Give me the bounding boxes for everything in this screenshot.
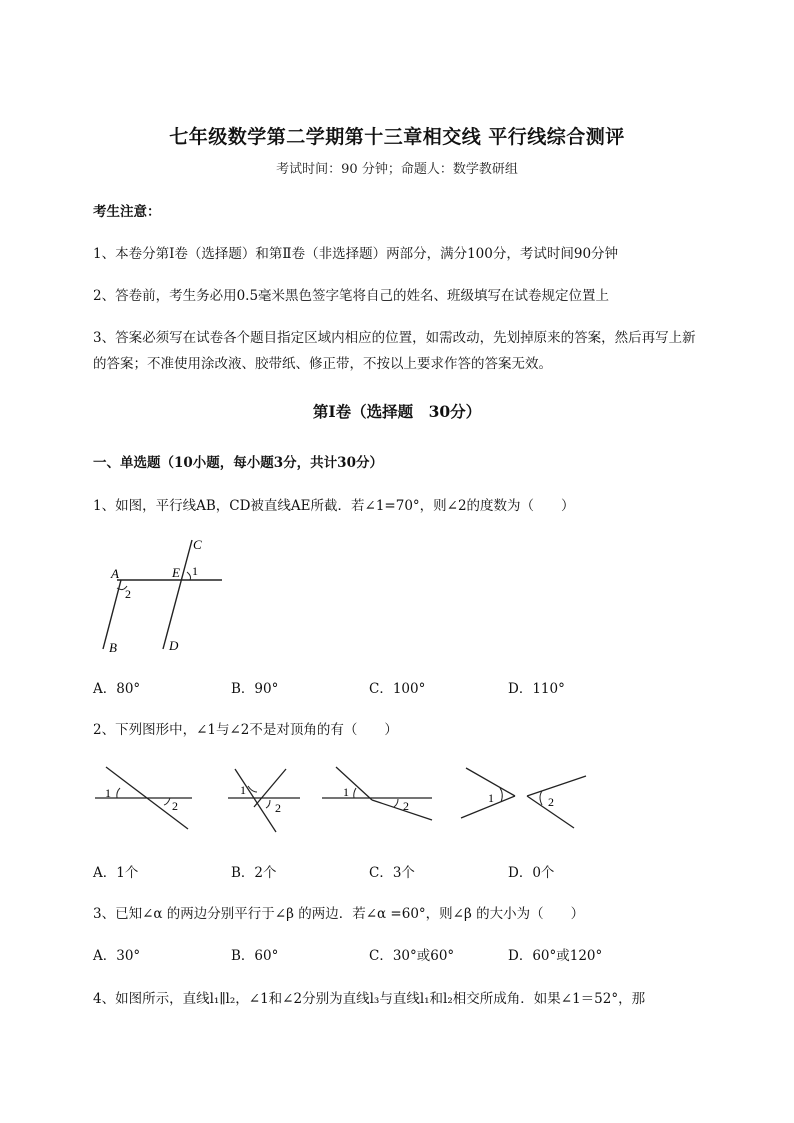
- question-2-figure-4: [461, 768, 586, 828]
- notice-item-2: 2、答卷前，考生务必用0.5毫米黑色签字笔将自己的姓名、班级填写在试卷规定位置上: [93, 288, 610, 304]
- question-2-option-d[interactable]: D．0个: [508, 865, 555, 881]
- question-1-figure: [95, 532, 235, 657]
- notice-item-1: 1、本卷分第Ⅰ卷（选择题）和第Ⅱ卷（非选择题）两部分，满分100分，考试时间90分钟: [93, 246, 619, 262]
- label-b: B: [109, 640, 117, 655]
- question-2-figure-1: [95, 767, 192, 829]
- svg-text:2: 2: [275, 801, 281, 815]
- label-e: E: [172, 565, 180, 580]
- question-3-option-a[interactable]: A．30°: [93, 948, 141, 964]
- svg-text:1: 1: [105, 786, 111, 800]
- angle-1-arc: [187, 572, 191, 580]
- part-heading: 一、单选题（10小题，每小题3分，共计30分）: [93, 455, 383, 471]
- notice-heading: 考生注意：: [93, 204, 161, 220]
- question-1-option-c[interactable]: C．100°: [369, 681, 426, 697]
- label-d: D: [169, 638, 179, 653]
- question-2-figure-3: [322, 767, 432, 820]
- notice-item-3-line-2: 的答案；不准使用涂改液、胶带纸、修正带，不按以上要求作答的答案无效。: [93, 356, 552, 372]
- question-1-option-d[interactable]: D．110°: [508, 681, 565, 697]
- question-2-option-b[interactable]: B．2个: [231, 865, 277, 881]
- label-angle-2: 2: [125, 587, 131, 601]
- section-title: 第Ⅰ卷（选择题 30分）: [312, 402, 482, 421]
- line-cd: [163, 540, 192, 649]
- label-a: A: [111, 566, 119, 581]
- exam-info: 考试时间：90 分钟；命题人：数学教研组: [276, 162, 518, 177]
- question-2-option-c[interactable]: C．3个: [369, 865, 415, 881]
- page-title: 七年级数学第二学期第十三章相交线 平行线综合测评: [169, 126, 625, 148]
- svg-text:2: 2: [403, 799, 409, 813]
- svg-text:2: 2: [548, 795, 554, 809]
- line-ab: [103, 580, 121, 649]
- notice-item-3-line-1: 3、答案必须写在试卷各个题目指定区域内相应的位置，如需改动，先划掉原来的答案，然后再写上新: [93, 330, 696, 346]
- svg-text:2: 2: [172, 799, 178, 813]
- question-3-stem: 3、已知∠α 的两边分别平行于∠β 的两边．若∠α =60°，则∠β 的大小为（ ）: [93, 906, 585, 922]
- question-2-stem: 2、下列图形中，∠1与∠2不是对顶角的有（ ）: [93, 722, 398, 738]
- question-3-option-d[interactable]: D．60°或120°: [508, 948, 603, 964]
- question-2-figure-2: [228, 769, 300, 832]
- svg-text:1: 1: [343, 785, 349, 799]
- label-angle-1: 1: [192, 564, 198, 578]
- question-3-option-b[interactable]: B．60°: [231, 948, 279, 964]
- question-2-figures: [90, 762, 600, 834]
- question-4-stem: 4、如图所示，直线l₁∥l₂，∠1和∠2分别为直线l₃与直线l₁和l₂相交所成角．如果∠1＝52°，那: [93, 991, 646, 1007]
- svg-text:1: 1: [240, 783, 246, 797]
- question-1-option-a[interactable]: A．80°: [93, 681, 141, 697]
- question-1-option-b[interactable]: B．90°: [231, 681, 279, 697]
- question-1-stem: 1、如图，平行线AB，CD被直线AE所截．若∠1=70°，则∠2的度数为（ ）: [93, 498, 575, 514]
- question-2-option-a[interactable]: A．1个: [93, 865, 139, 881]
- label-c: C: [193, 537, 202, 552]
- svg-text:1: 1: [488, 791, 494, 805]
- question-3-option-c[interactable]: C．30°或60°: [369, 948, 455, 964]
